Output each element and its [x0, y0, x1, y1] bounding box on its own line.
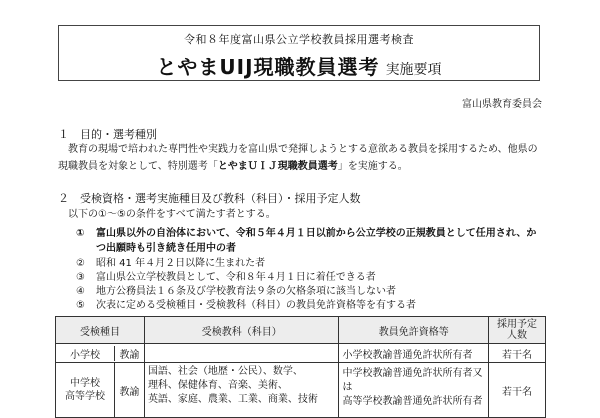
condition-text-1: 富山県以外の自治体において、令和５年４月１日以前から公立学校の正規教員として任用され、か: [96, 228, 537, 239]
row1-planned: 若干名: [489, 344, 546, 363]
title-main-text: とやまUIJ現職教員選考: [156, 55, 380, 79]
header-planned-line2: 人数: [507, 330, 528, 341]
table-row: [56, 363, 546, 418]
table-row: [56, 344, 546, 363]
section1-heading: １ 目的・選考種別: [58, 128, 157, 141]
condition-num-4: ④: [76, 286, 85, 297]
document-subtitle: 令和８年度富山県公立学校教員採用選考検査: [184, 33, 414, 46]
row2-license-line2: 高等学校教諭普通免許状所有者: [342, 396, 483, 407]
condition-num-5: ⑤: [76, 300, 85, 311]
section1-line2-prefix: 現職教員を対象として、特別選考「: [58, 161, 218, 172]
condition-text-4: 地方公務員法１６条及び学校教育法９条の欠格条項に該当しない者: [96, 286, 396, 297]
condition-text-3: 富山県公立学校教員として、令和８年４月１日に着任できる者: [96, 272, 376, 283]
condition-item-4: [76, 282, 396, 297]
table-header-row: [56, 317, 546, 344]
row1-school: 小学校: [56, 346, 115, 361]
issuer-name: 富山県教育委員会: [462, 99, 542, 110]
header-planned-line1: 採用予定: [497, 319, 538, 330]
section1-line1: 教育の現場で培われた専門性や実践力を富山県で発揮しようとする意欲ある教員を採用するため、他県の: [68, 144, 538, 155]
row2-license-line1: 中学校教諭普通免許状所有者又は: [342, 368, 483, 393]
section2-heading: ２ 受検資格・選考実施種目及び教科（科目）・採用予定人数: [58, 192, 361, 205]
condition-item-1: [76, 224, 536, 239]
row2-subjects-line2: 理科、保健体育、音楽、美術、: [147, 380, 288, 391]
row1-type: [56, 344, 145, 363]
header-subject: 受検教科（科目）: [144, 317, 339, 344]
document-title: [59, 51, 539, 80]
condition-num-2: ②: [76, 258, 85, 269]
row2-license: [339, 363, 489, 418]
condition-item-3: [76, 268, 376, 283]
section1-line2: [58, 158, 408, 175]
row2-planned: 若干名: [489, 363, 546, 418]
row2-type: [56, 363, 145, 418]
condition-text-1-cont: つ出願時も引き続き任用中の者: [96, 243, 236, 254]
section1-line2-suffix: 」を実施する。: [337, 161, 408, 172]
row1-subjects: [144, 344, 339, 363]
row2-subjects-line3: 英語、家庭、農業、工業、商業、技術: [147, 394, 318, 405]
row2-school-line2: 高等学校: [65, 391, 105, 402]
condition-text-5: 次表に定める受検種目・受検教科（科目）の教員免許資格等を有する者: [96, 300, 416, 311]
row2-subjects-line1: 国語、社会（地歴・公民）、数学、: [147, 366, 303, 377]
condition-item-5: [76, 296, 416, 311]
eligibility-table: [55, 316, 546, 418]
condition-num-1: ①: [76, 228, 85, 239]
header-exam-type: 受検種目: [56, 317, 145, 344]
header-license: 教員免許資格等: [339, 317, 489, 344]
title-suffix-text: 実施要項: [385, 62, 442, 78]
row1-license: 小学校教諭普通免許状所有者: [339, 344, 489, 363]
row1-category: 教諭: [119, 349, 140, 361]
condition-num-3: ③: [76, 272, 85, 283]
section1-line2-bold: とやまＵＩＪ現職教員選考: [217, 161, 338, 172]
row2-school-line1: 中学校: [70, 378, 100, 389]
header-planned-count: [489, 317, 546, 344]
condition-item-2: [76, 254, 265, 269]
row2-school: [56, 363, 115, 417]
condition-text-2: 昭和 41 年４月２日以降に生まれた者: [96, 258, 266, 269]
row2-subjects: [144, 363, 339, 418]
section2-intro: 以下の①～⑤の条件をすべて満たす者とする。: [68, 209, 276, 220]
row2-category: 教諭: [119, 386, 140, 398]
title-box: [58, 25, 540, 81]
condition-item-1-cont: [76, 239, 236, 254]
